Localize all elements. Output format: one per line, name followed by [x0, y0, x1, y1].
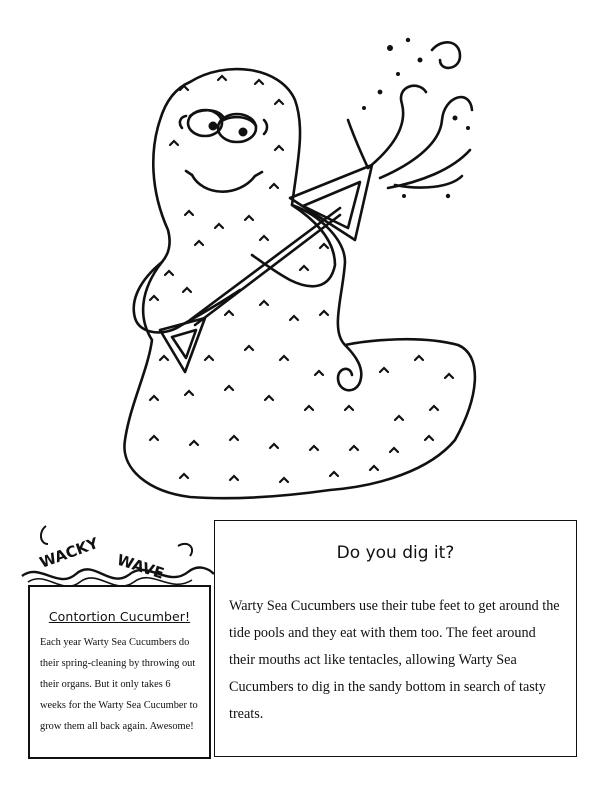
badge-word-wacky: WACKY [37, 533, 101, 572]
badge-word-wave: WAVE [114, 550, 167, 583]
trowel-grip [160, 318, 205, 372]
fact-box [28, 585, 211, 759]
trowel-blade [290, 165, 372, 240]
dig-body: Warty Sea Cucumbers use their tube feet to get around the tide pools and they eat with them too. The feet around their mouths act like tentacles, allowing Warty Sea Cucumbers to dig in the sandy bottom in search of tasty treats. [229, 598, 560, 722]
fact-title: Contortion Cucumber! [48, 609, 191, 624]
dig-title: Do you dig it? [336, 543, 455, 563]
wart-marks [150, 76, 453, 482]
trowel-handle [195, 215, 340, 325]
dig-box [214, 520, 577, 757]
splash-droplets [362, 38, 470, 198]
tail-spiral [338, 345, 361, 390]
wave-line [22, 568, 214, 580]
smile [192, 175, 255, 192]
fact-body: Each year Warty Sea Cucumbers do their spring-cleaning by throwing out their organs. But it only takes 6 weeks for the Warty Sea Cucumber to grow them all back again. Awesome! [40, 637, 198, 732]
